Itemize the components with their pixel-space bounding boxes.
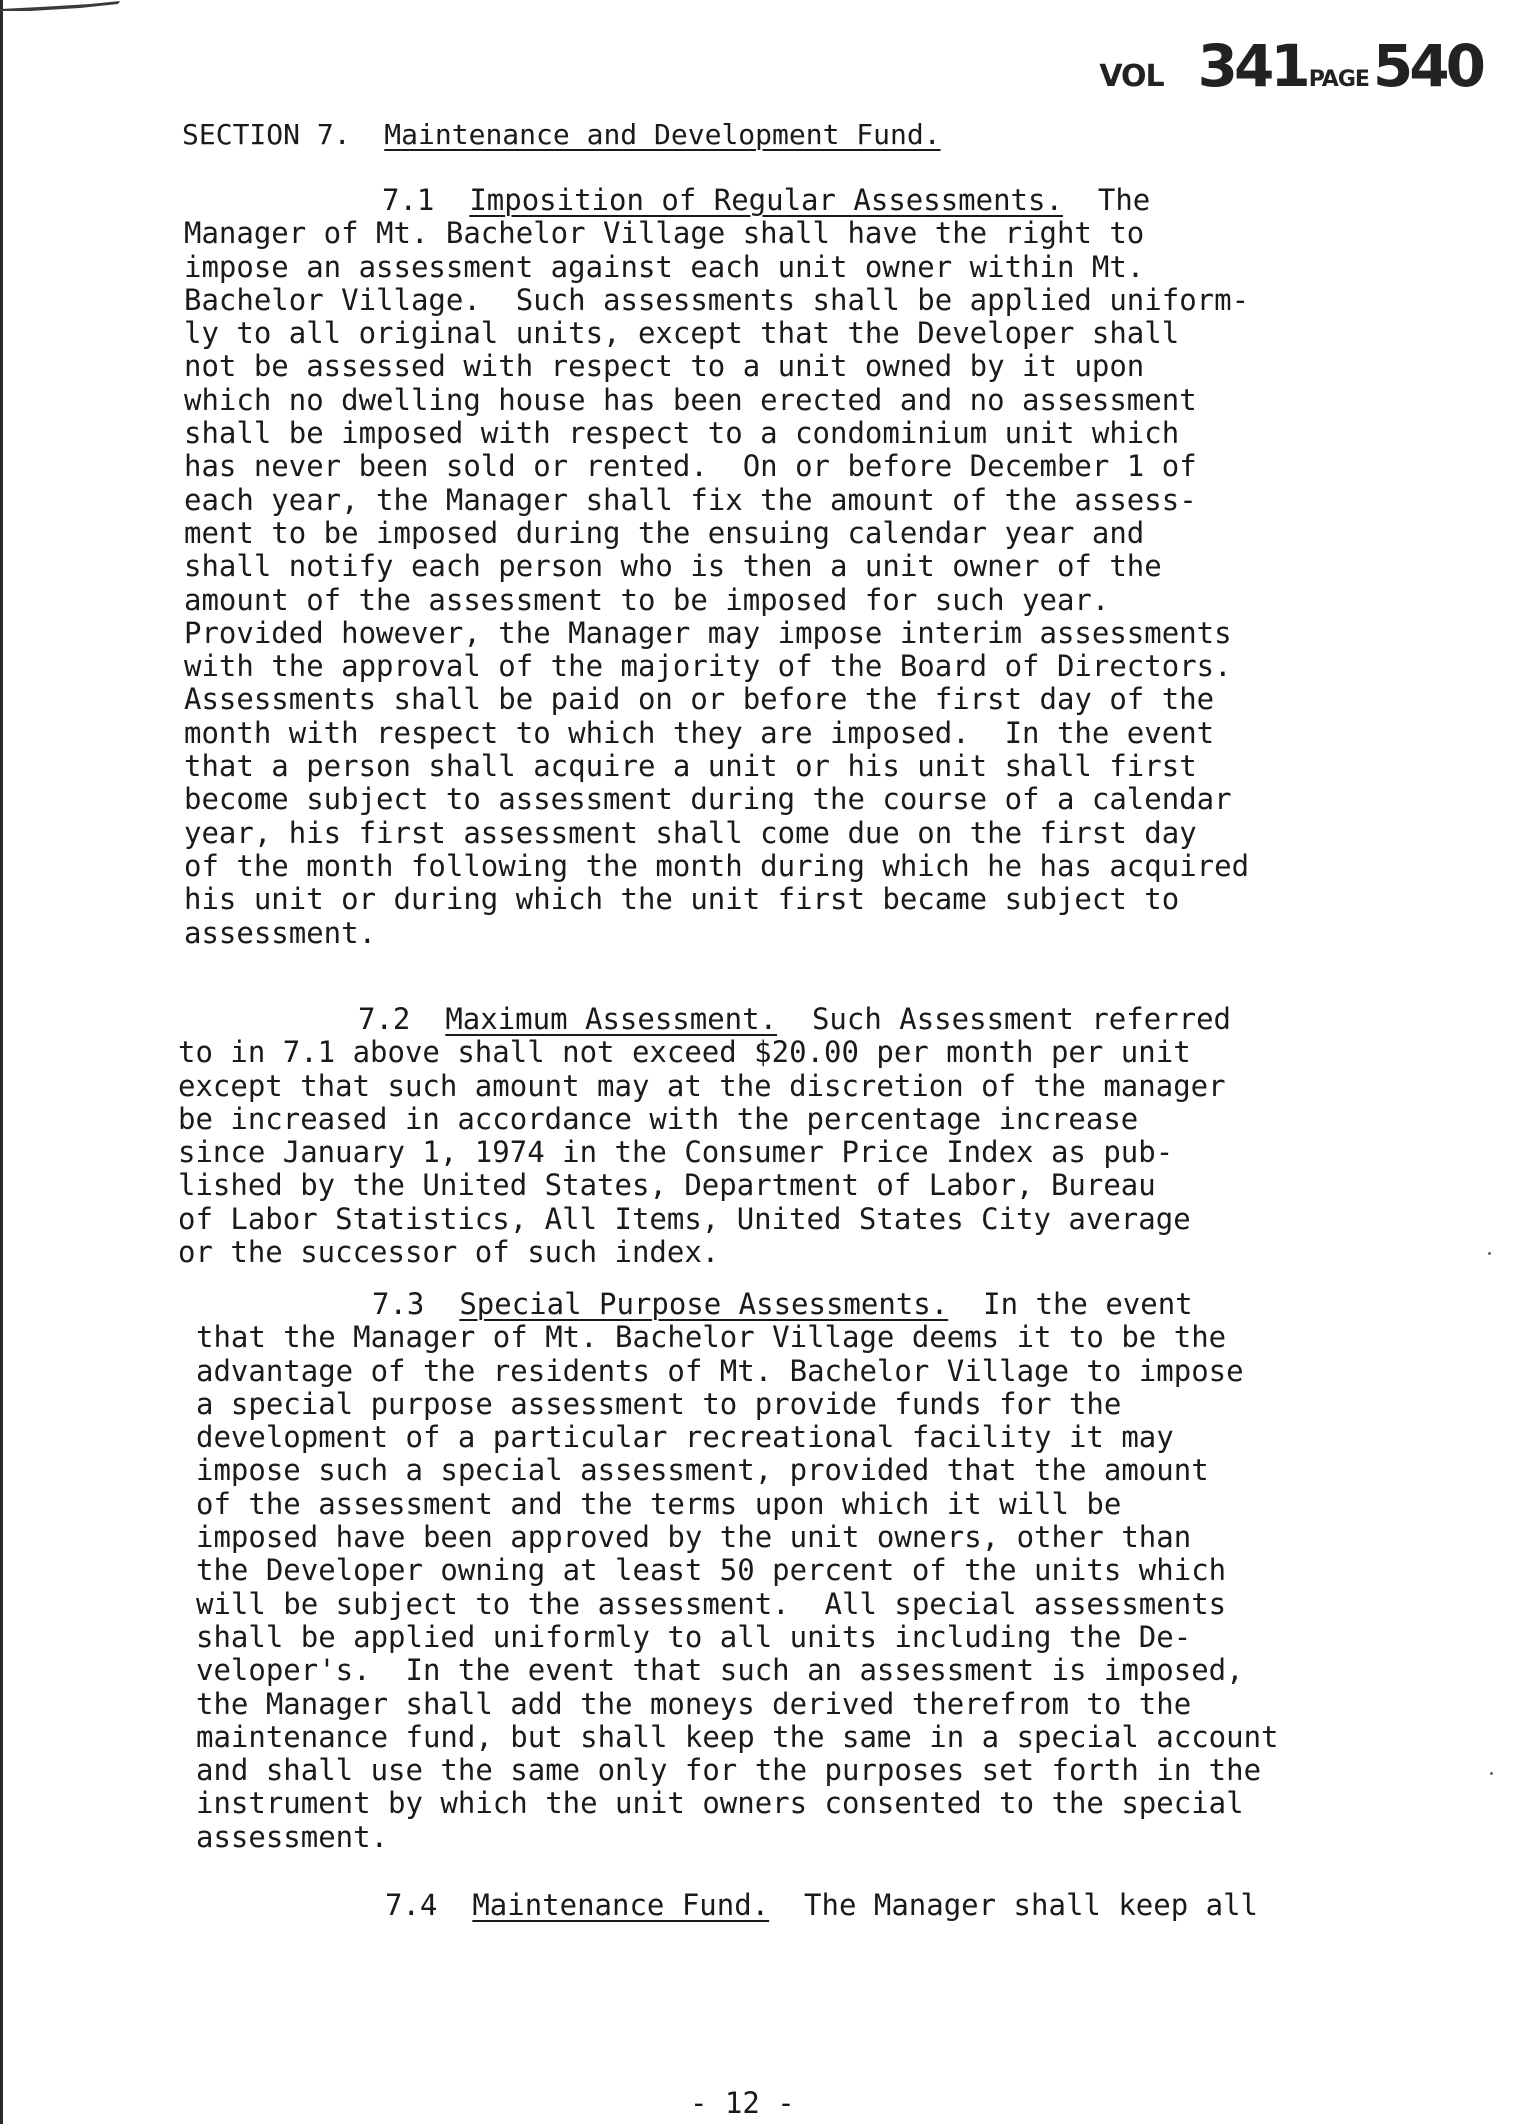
body-text-line: will be subject to the assessment. All special assessments — [196, 1586, 1227, 1621]
body-text-line: his unit or during which the unit first became subject to — [184, 882, 1180, 917]
vol-number: 341 — [1197, 32, 1307, 100]
subsection-7-1 — [184, 184, 1249, 950]
body-text-line: development of a particular recreational facility it may — [196, 1420, 1174, 1455]
subsection-number: 7.1 — [382, 183, 435, 217]
subsection-first-line — [196, 1288, 1279, 1321]
body-text-line: with the approval of the majority of the Board of Directors. — [184, 649, 1232, 684]
body-text-line: assessment. — [196, 1819, 389, 1854]
body-text-line: Provided however, the Manager may impose interim assessments — [184, 615, 1232, 650]
body-text-line: maintenance fund, but shall keep the same in a special account — [196, 1719, 1279, 1754]
subsection-first-line-text: In the event — [983, 1287, 1193, 1321]
body-text-line: except that such amount may at the discretion of the manager — [178, 1068, 1226, 1103]
page-label: PAGE — [1308, 67, 1369, 92]
subsection-7-4 — [385, 1889, 1258, 1922]
body-text-line: Manager of Mt. Bachelor Village shall have the right to — [184, 216, 1145, 251]
section-title: Maintenance and Development Fund. — [384, 118, 941, 151]
subsection-number: 7.4 — [385, 1888, 438, 1922]
body-text-line: the Developer owning at least 50 percent of the units which — [196, 1553, 1227, 1588]
body-text-line: that a person shall acquire a unit or his unit shall first — [184, 749, 1197, 784]
subsection-number: 7.3 — [372, 1287, 425, 1321]
subsection-7-3 — [196, 1288, 1279, 1854]
scan-speck — [1488, 1252, 1491, 1255]
body-text-line: that the Manager of Mt. Bachelor Village deems it to be the — [196, 1320, 1227, 1355]
body-text-line: Assessments shall be paid on or before the first day of the — [184, 682, 1215, 717]
subsection-heading: Imposition of Regular Assessments. — [469, 183, 1063, 217]
body-text-line: lished by the United States, Department of Labor, Bureau — [178, 1168, 1156, 1203]
body-text-line: advantage of the residents of Mt. Bachelor Village to impose — [196, 1353, 1244, 1388]
body-text-line: which no dwelling house has been erected and no assessment — [184, 382, 1197, 417]
body-text-line: ly to all original units, except that the Developer shall — [184, 316, 1180, 351]
page-footer-number: - 12 - — [690, 2086, 795, 2120]
body-text-line: ment to be imposed during the ensuing calendar year and — [184, 515, 1145, 550]
body-text-line: shall be applied uniformly to all units including the De- — [196, 1619, 1192, 1654]
subsection-7-2 — [178, 1003, 1231, 1269]
subsection-first-line — [178, 1003, 1231, 1036]
subsection-first-line — [385, 1889, 1258, 1922]
body-text-line: impose an assessment against each unit owner within Mt. — [184, 249, 1145, 284]
body-text-line: of Labor Statistics, All Items, United States City average — [178, 1201, 1191, 1236]
body-text-line: imposed have been approved by the unit owners, other than — [196, 1520, 1192, 1555]
section-number: SECTION 7. — [182, 118, 351, 151]
body-text-line: each year, the Manager shall fix the amount of the assess- — [184, 482, 1197, 517]
subsection-first-line-text: Such Assessment referred — [811, 1002, 1231, 1036]
body-text-line: to in 7.1 above shall not exceed $20.00 per month per unit — [178, 1035, 1191, 1070]
subsection-first-line-text: The — [1097, 183, 1151, 217]
section-heading — [182, 118, 941, 152]
subsection-first-line-text: The Manager shall keep all — [804, 1888, 1258, 1922]
body-text-line: month with respect to which they are imposed. In the event — [184, 715, 1215, 750]
subsection-first-line — [184, 184, 1249, 217]
body-text-line: Bachelor Village. Such assessments shall be applied uniform- — [184, 282, 1250, 317]
body-text-line: become subject to assessment during the course of a calendar — [184, 782, 1232, 817]
subsection-heading: Maintenance Fund. — [472, 1888, 770, 1922]
body-text-line: and shall use the same only for the purposes set forth in the — [196, 1753, 1262, 1788]
body-text-line: since January 1, 1974 in the Consumer Price Index as pub- — [178, 1135, 1174, 1170]
page-number: 540 — [1372, 32, 1482, 100]
body-text-line: year, his first assessment shall come due on the first day — [184, 815, 1197, 850]
vol-label: VOL — [1099, 59, 1164, 94]
body-text-line: the Manager shall add the moneys derived therefrom to the — [196, 1686, 1192, 1721]
body-text-line: shall notify each person who is then a unit owner of the — [184, 549, 1162, 584]
scan-speck — [1490, 1772, 1493, 1775]
subsection-number: 7.2 — [358, 1002, 411, 1036]
body-text-line: amount of the assessment to be imposed for such year. — [184, 582, 1110, 617]
body-text-line: of the assessment and the terms upon which it will be — [196, 1486, 1122, 1521]
body-text-line: impose such a special assessment, provided that the amount — [196, 1453, 1209, 1488]
body-text-line: assessment. — [184, 915, 377, 950]
subsection-heading: Maximum Assessment. — [445, 1002, 778, 1036]
body-text-line: veloper's. In the event that such an assessment is imposed, — [196, 1653, 1244, 1688]
body-text-line: not be assessed with respect to a unit owned by it upon — [184, 349, 1145, 384]
body-text-line: has never been sold or rented. On or before December 1 of — [184, 449, 1197, 484]
body-text-line: shall be imposed with respect to a condominium unit which — [184, 416, 1180, 451]
body-text-line: instrument by which the unit owners consented to the special — [196, 1786, 1244, 1821]
body-text-line: of the month following the month during which he has acquired — [184, 848, 1250, 883]
subsection-heading: Special Purpose Assessments. — [459, 1287, 949, 1321]
body-text-line: be increased in accordance with the percentage increase — [178, 1101, 1139, 1136]
body-text-line: a special purpose assessment to provide funds for the — [196, 1386, 1122, 1421]
body-text-line: or the successor of such index. — [178, 1235, 720, 1270]
